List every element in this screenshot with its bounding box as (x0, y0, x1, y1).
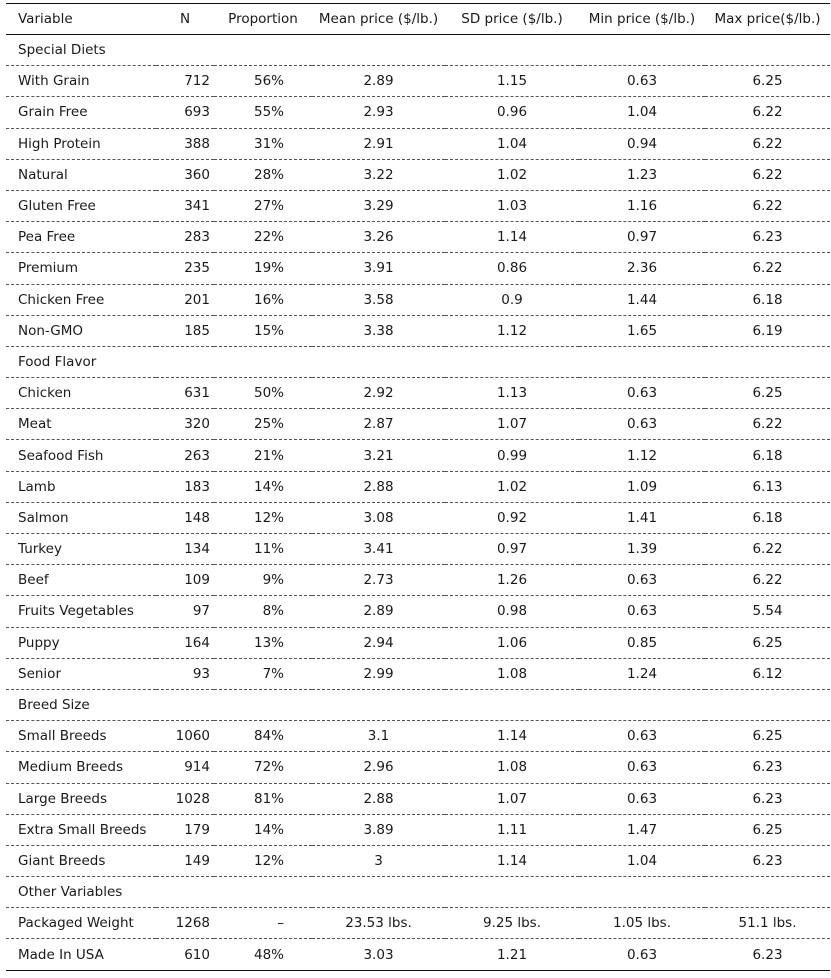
cell-max-price: 6.25 (705, 721, 830, 752)
cell-min-price: 0.63 (579, 66, 705, 97)
cell-max-price: 6.22 (705, 534, 830, 565)
cell-n: 283 (156, 222, 214, 253)
table-body (6, 35, 830, 971)
cell-sd-price: 1.13 (445, 378, 579, 409)
cell-sd-price: 1.02 (445, 471, 579, 502)
cell-mean-price: 3.91 (312, 253, 445, 284)
cell-sd-price: 0.86 (445, 253, 579, 284)
cell-min-price: 0.97 (579, 222, 705, 253)
cell-proportion: 13% (214, 627, 312, 658)
table-row (6, 783, 830, 814)
cell-n: 149 (156, 845, 214, 876)
cell-sd-price: 1.11 (445, 814, 579, 845)
cell-min-price: 0.63 (579, 378, 705, 409)
cell-sd-price: 1.06 (445, 627, 579, 658)
cell-proportion: 48% (214, 939, 312, 970)
cell-sd-price: 1.07 (445, 409, 579, 440)
cell-sd-price: 0.96 (445, 97, 579, 128)
cell-proportion: 21% (214, 440, 312, 471)
cell-variable: With Grain (6, 66, 156, 97)
table-row (6, 253, 830, 284)
cell-proportion: 81% (214, 783, 312, 814)
cell-variable: Gluten Free (6, 190, 156, 221)
cell-max-price: 6.22 (705, 159, 830, 190)
cell-variable: Packaged Weight (6, 908, 156, 939)
cell-min-price: 1.09 (579, 471, 705, 502)
section-row (6, 877, 830, 908)
cell-min-price: 2.36 (579, 253, 705, 284)
cell-variable: Chicken Free (6, 284, 156, 315)
table-row (6, 315, 830, 346)
cell-sd-price: 1.14 (445, 845, 579, 876)
cell-n: 263 (156, 440, 214, 471)
cell-n: 631 (156, 378, 214, 409)
cell-n: 183 (156, 471, 214, 502)
cell-variable: Fruits Vegetables (6, 596, 156, 627)
cell-n: 1060 (156, 721, 214, 752)
cell-sd-price: 1.15 (445, 66, 579, 97)
table-row (6, 721, 830, 752)
header-row (6, 4, 830, 35)
cell-max-price: 6.12 (705, 658, 830, 689)
cell-proportion: 84% (214, 721, 312, 752)
cell-n: 320 (156, 409, 214, 440)
table-row (6, 378, 830, 409)
cell-proportion: 9% (214, 565, 312, 596)
cell-proportion: 22% (214, 222, 312, 253)
cell-max-price: 6.22 (705, 190, 830, 221)
cell-max-price: 6.18 (705, 502, 830, 533)
cell-n: 97 (156, 596, 214, 627)
cell-variable: Lamb (6, 471, 156, 502)
cell-sd-price: 0.99 (445, 440, 579, 471)
section-title: Other Variables (6, 877, 830, 908)
cell-variable: High Protein (6, 128, 156, 159)
section-row (6, 689, 830, 720)
cell-min-price: 0.85 (579, 627, 705, 658)
table-row (6, 409, 830, 440)
cell-n: 179 (156, 814, 214, 845)
cell-max-price: 6.23 (705, 752, 830, 783)
cell-min-price: 1.44 (579, 284, 705, 315)
table-row (6, 222, 830, 253)
cell-variable: Non-GMO (6, 315, 156, 346)
cell-n: 1028 (156, 783, 214, 814)
cell-max-price: 6.25 (705, 814, 830, 845)
cell-variable: Medium Breeds (6, 752, 156, 783)
table-row (6, 845, 830, 876)
cell-mean-price: 2.94 (312, 627, 445, 658)
cell-mean-price: 3.29 (312, 190, 445, 221)
cell-proportion: 27% (214, 190, 312, 221)
cell-n: 93 (156, 658, 214, 689)
cell-n: 712 (156, 66, 214, 97)
table-row (6, 908, 830, 939)
cell-min-price: 1.16 (579, 190, 705, 221)
cell-max-price: 6.22 (705, 409, 830, 440)
header-sd-price: SD price ($/lb.) (445, 4, 579, 35)
cell-proportion: 7% (214, 658, 312, 689)
cell-n: 235 (156, 253, 214, 284)
cell-min-price: 0.63 (579, 939, 705, 970)
cell-variable: Turkey (6, 534, 156, 565)
cell-sd-price: 1.08 (445, 658, 579, 689)
cell-max-price: 6.25 (705, 378, 830, 409)
table-row (6, 471, 830, 502)
cell-max-price: 6.19 (705, 315, 830, 346)
table-row (6, 565, 830, 596)
cell-min-price: 1.24 (579, 658, 705, 689)
cell-mean-price: 2.99 (312, 658, 445, 689)
cell-sd-price: 1.03 (445, 190, 579, 221)
cell-max-price: 6.13 (705, 471, 830, 502)
cell-mean-price: 3.22 (312, 159, 445, 190)
cell-mean-price: 2.88 (312, 471, 445, 502)
cell-variable: Natural (6, 159, 156, 190)
cell-min-price: 1.65 (579, 315, 705, 346)
cell-mean-price: 3.58 (312, 284, 445, 315)
cell-variable: Beef (6, 565, 156, 596)
cell-n: 109 (156, 565, 214, 596)
cell-proportion: 55% (214, 97, 312, 128)
cell-n: 134 (156, 534, 214, 565)
cell-mean-price: 2.89 (312, 596, 445, 627)
cell-min-price: 1.04 (579, 845, 705, 876)
cell-n: 341 (156, 190, 214, 221)
cell-max-price: 6.22 (705, 253, 830, 284)
price-statistics-table (6, 3, 830, 971)
cell-mean-price: 2.93 (312, 97, 445, 128)
cell-mean-price: 3.89 (312, 814, 445, 845)
cell-variable: Chicken (6, 378, 156, 409)
cell-proportion: 14% (214, 471, 312, 502)
cell-n: 914 (156, 752, 214, 783)
cell-sd-price: 9.25 lbs. (445, 908, 579, 939)
table-row (6, 128, 830, 159)
cell-variable: Large Breeds (6, 783, 156, 814)
cell-proportion: 11% (214, 534, 312, 565)
cell-proportion: 50% (214, 378, 312, 409)
cell-max-price: 6.23 (705, 222, 830, 253)
cell-max-price: 6.23 (705, 939, 830, 970)
cell-min-price: 0.63 (579, 409, 705, 440)
cell-proportion: 15% (214, 315, 312, 346)
cell-min-price: 0.63 (579, 565, 705, 596)
cell-sd-price: 0.97 (445, 534, 579, 565)
cell-mean-price: 3.1 (312, 721, 445, 752)
cell-variable: Pea Free (6, 222, 156, 253)
cell-sd-price: 1.04 (445, 128, 579, 159)
cell-proportion: 12% (214, 845, 312, 876)
header-min-price: Min price ($/lb.) (579, 4, 705, 35)
header-mean-price: Mean price ($/lb.) (312, 4, 445, 35)
cell-mean-price: 2.88 (312, 783, 445, 814)
cell-max-price: 51.1 lbs. (705, 908, 830, 939)
cell-variable: Seafood Fish (6, 440, 156, 471)
cell-sd-price: 1.02 (445, 159, 579, 190)
cell-mean-price: 2.96 (312, 752, 445, 783)
cell-n: 610 (156, 939, 214, 970)
table-row (6, 66, 830, 97)
table-header (6, 4, 830, 35)
cell-min-price: 0.63 (579, 596, 705, 627)
cell-mean-price: 3.08 (312, 502, 445, 533)
cell-n: 164 (156, 627, 214, 658)
cell-min-price: 1.12 (579, 440, 705, 471)
cell-max-price: 6.25 (705, 627, 830, 658)
table-row (6, 97, 830, 128)
cell-min-price: 1.23 (579, 159, 705, 190)
cell-max-price: 6.22 (705, 97, 830, 128)
cell-sd-price: 1.21 (445, 939, 579, 970)
table-row (6, 284, 830, 315)
cell-mean-price: 3.38 (312, 315, 445, 346)
cell-variable: Made In USA (6, 939, 156, 970)
cell-sd-price: 0.9 (445, 284, 579, 315)
cell-variable: Puppy (6, 627, 156, 658)
cell-n: 201 (156, 284, 214, 315)
cell-variable: Meat (6, 409, 156, 440)
cell-mean-price: 2.91 (312, 128, 445, 159)
cell-proportion: 25% (214, 409, 312, 440)
cell-mean-price: 3.21 (312, 440, 445, 471)
cell-proportion: 31% (214, 128, 312, 159)
cell-variable: Extra Small Breeds (6, 814, 156, 845)
cell-sd-price: 1.26 (445, 565, 579, 596)
cell-sd-price: 1.12 (445, 315, 579, 346)
cell-proportion: 28% (214, 159, 312, 190)
header-n: N (156, 4, 214, 35)
table-row (6, 440, 830, 471)
cell-mean-price: 3.26 (312, 222, 445, 253)
cell-mean-price: 3.41 (312, 534, 445, 565)
cell-max-price: 6.18 (705, 440, 830, 471)
cell-mean-price: 23.53 lbs. (312, 908, 445, 939)
table-row (6, 502, 830, 533)
cell-variable: Premium (6, 253, 156, 284)
cell-min-price: 0.63 (579, 752, 705, 783)
cell-n: 185 (156, 315, 214, 346)
cell-min-price: 1.39 (579, 534, 705, 565)
cell-mean-price: 2.87 (312, 409, 445, 440)
cell-max-price: 6.25 (705, 66, 830, 97)
cell-mean-price: 3.03 (312, 939, 445, 970)
cell-proportion: – (214, 908, 312, 939)
cell-variable: Senior (6, 658, 156, 689)
cell-proportion: 14% (214, 814, 312, 845)
cell-min-price: 0.94 (579, 128, 705, 159)
cell-n: 360 (156, 159, 214, 190)
cell-proportion: 72% (214, 752, 312, 783)
cell-variable: Grain Free (6, 97, 156, 128)
table-row (6, 596, 830, 627)
cell-mean-price: 2.73 (312, 565, 445, 596)
cell-sd-price: 1.14 (445, 222, 579, 253)
cell-sd-price: 1.07 (445, 783, 579, 814)
cell-max-price: 6.23 (705, 783, 830, 814)
cell-min-price: 1.04 (579, 97, 705, 128)
cell-proportion: 16% (214, 284, 312, 315)
cell-min-price: 1.05 lbs. (579, 908, 705, 939)
cell-min-price: 1.47 (579, 814, 705, 845)
section-title: Food Flavor (6, 346, 830, 377)
section-row (6, 346, 830, 377)
cell-min-price: 0.63 (579, 721, 705, 752)
cell-min-price: 1.41 (579, 502, 705, 533)
cell-mean-price: 2.89 (312, 66, 445, 97)
cell-proportion: 8% (214, 596, 312, 627)
cell-sd-price: 1.08 (445, 752, 579, 783)
cell-min-price: 0.63 (579, 783, 705, 814)
cell-variable: Small Breeds (6, 721, 156, 752)
table-row (6, 159, 830, 190)
table-row (6, 658, 830, 689)
table-row (6, 752, 830, 783)
section-title: Breed Size (6, 689, 830, 720)
table-row (6, 627, 830, 658)
table-row (6, 939, 830, 970)
cell-sd-price: 1.14 (445, 721, 579, 752)
table-row (6, 534, 830, 565)
cell-proportion: 56% (214, 66, 312, 97)
header-max-price: Max price($/lb.) (705, 4, 830, 35)
cell-max-price: 6.22 (705, 565, 830, 596)
cell-max-price: 6.22 (705, 128, 830, 159)
cell-sd-price: 0.92 (445, 502, 579, 533)
section-row (6, 35, 830, 66)
cell-proportion: 12% (214, 502, 312, 533)
section-title: Special Diets (6, 35, 830, 66)
table-row (6, 190, 830, 221)
cell-max-price: 6.23 (705, 845, 830, 876)
cell-n: 388 (156, 128, 214, 159)
cell-n: 148 (156, 502, 214, 533)
table-row (6, 814, 830, 845)
cell-mean-price: 3 (312, 845, 445, 876)
header-proportion: Proportion (214, 4, 312, 35)
cell-mean-price: 2.92 (312, 378, 445, 409)
cell-proportion: 19% (214, 253, 312, 284)
cell-variable: Salmon (6, 502, 156, 533)
cell-n: 1268 (156, 908, 214, 939)
cell-max-price: 6.18 (705, 284, 830, 315)
cell-sd-price: 0.98 (445, 596, 579, 627)
header-variable: Variable (6, 4, 156, 35)
cell-n: 693 (156, 97, 214, 128)
cell-variable: Giant Breeds (6, 845, 156, 876)
cell-max-price: 5.54 (705, 596, 830, 627)
